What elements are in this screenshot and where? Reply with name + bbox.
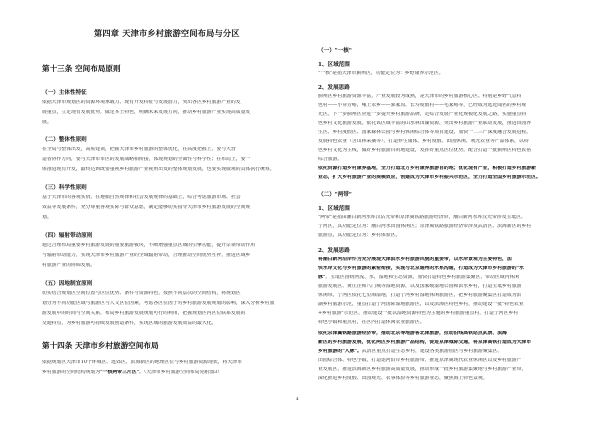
- subsection-heading: 1、区域范围: [318, 206, 350, 212]
- paragraph-line-bold: 将潮白新河沿岸作为充分展现天津滨水乡村旅游风貌的重要带，以水岸景观为主要特色，加: [318, 257, 512, 262]
- paragraph-line: 切实结合规划区空间位置与区位优势、条件与资源特色，按照不同层次的空间结构，将规划区: [42, 291, 241, 296]
- paragraph-line: 蓟州区乡村旅游资源丰富，产业发展较为成熟，是天津市的乡村旅游核心区。特别是乡野气息特: [318, 94, 522, 99]
- paragraph-line: 效益等发展条件，充分尊重客观实际与群众意愿，制定能够切实指导天津市乡村旅游发展的空间规: [42, 205, 251, 210]
- paragraph-line-bold: 新区的乡村旅游发展，优化两区乡村旅游产品结构，促进京津城际交通，将京津高铁打造成为天津市: [318, 340, 532, 345]
- paragraph-line: 特色小镇和重点村，在区内打造休闲农业旅游区。: [318, 320, 425, 325]
- paragraph-line-bold: 依托京津冀铁路旅游经济带，推动北京等地游客北津旅游，拉动沿线高铁站点武清、滨海: [318, 331, 507, 336]
- paragraph-line: 展。: [42, 120, 52, 125]
- paragraph-line: 依据天津市规划区的资源环境承载力、现有开发特征与发展潜力，突出各区乡村旅游产业的发: [42, 100, 241, 105]
- paragraph-line: 造者协作方向，要与天津市市区的发展战略相衔接，体现规划的全面性与科学性；在布局上，要一: [42, 157, 251, 162]
- article-14-title: 第十四条 天津市乡村旅游空间布局: [42, 341, 159, 350]
- paragraph-line: 光区。下一步蓟州区应进一步提升乡村旅游品牌，走综合发展产业化规模化发展之路，实施重点特: [318, 112, 527, 117]
- paragraph-line: 生区、乡村度假区、国家森林公园与乡村休闲综合体等项目建设，加快一二三产深度融合发展进程。: [318, 130, 532, 135]
- subsection-heading: 2、发展思路: [318, 248, 350, 254]
- section-heading: （四）辐射带动原则: [42, 233, 93, 239]
- paragraph-line: 业发展区，推进滨海新区乡村旅游高质量发展，推动形成一批乡村旅游集聚地与乡村旅游产业带，: [318, 367, 527, 372]
- article-13-title: 第十三条 空间布局原则: [42, 64, 121, 73]
- paragraph-text: 。宝坻区围绕河流、水、湿地和生态资源，加快打造特色乡村旅游集聚区，带动区域内休闲: [325, 275, 520, 280]
- page-number: 4: [296, 396, 299, 401]
- section-heading: （二）整体性原则: [42, 137, 87, 143]
- paragraph-line: 深化推进乡村度假、田园观光、农事体验等乡村旅游业态，聚焦海上特色景观。: [318, 376, 488, 381]
- paragraph-line: 在全局与整体出发，高屋建瓴，把握天津市乡村旅游的整体优化，在高度把握上，要与大营: [42, 147, 236, 152]
- paragraph-text-bold: 脉": [318, 275, 326, 280]
- section-heading: （一）"一核": [318, 48, 352, 54]
- subsection-heading: 2、发展思路: [318, 85, 350, 91]
- paragraph-text: 乡村旅游的空间结构规划为: [42, 370, 101, 375]
- paragraph-line: 游发展中的时间与空间关系，布局乡村旅游发展规划可行的利用，把握规划区内区位联系发展的: [42, 311, 246, 316]
- paragraph-line: 宁河区，其功能定位为：潮白河水田园休闲区；京津冀铁路旅游经济带涉及武清区、滨海新区的乡村: [318, 224, 532, 229]
- paragraph-line: 体推进现有开发，最终达到既要重视乡村旅游产业视角出发的整体规划发展，也要实现微观的具体执行统筹。: [42, 167, 275, 172]
- paragraph-line: 划。: [42, 215, 52, 220]
- paragraph-line: 色乡村文化为主线，做好乡村旅游目的地建设，发挥好重点区位优势，配合打造一批蓟州区特色民宿: [318, 148, 532, 153]
- paragraph-line: "两带"是指由潮白新河水库汉沽光带和京津冀铁路旅游经济带，潮白新河水库汉光带涉及宝坻区、: [318, 215, 526, 220]
- subsection-heading: 1、区域范围: [318, 62, 350, 68]
- paragraph-line: 旅游点，其功能定位为：乡村体验区。: [318, 233, 401, 238]
- paragraph-line: [318, 349, 502, 354]
- paragraph-text-bold: 乡村旅游的"人脉"。: [318, 349, 362, 354]
- paragraph-line: 通过合理布局重要乡村旅游发展的重要旅游板块，不断增强重点区域的引擎功能，提升宗领带动作用: [42, 243, 256, 248]
- layout-highlight: "一核两带三片区": [100, 370, 140, 375]
- paragraph-line: +乡村旅游"示范区，推动建设一批以湿地资源特色为主题的乡村旅游重点村，打造宁河区乡村: [318, 311, 519, 316]
- paragraph-line: 划分为不同功能区域与旅游区与人文区位因素，考虑各区位因子对乡村旅游发展规划的影响，深入分析乡村旅: [42, 301, 275, 306]
- paragraph-line-bold: 业态，扩大乡村旅游产业的规模效应，创建成为天津市乡村振兴示范区，全力打造全国乡村旅游示范区。: [318, 175, 541, 180]
- chapter-title: 第四章 天津市乡村旅游空间布局与分区: [94, 28, 240, 38]
- paragraph-line: 色村——小穿芳峪、雍上永乡——郭家沟、长寿度假村——毛家峪等，已经成为远近闻名的乡村观: [318, 103, 527, 108]
- section-heading: （一）主体性特征: [42, 90, 87, 96]
- paragraph-line: 田园综合体、特色小镇，打造运河沿岸乡村旅游带，推进京津冀现代农业休闲区以及乡村旅游产: [318, 358, 522, 363]
- paragraph-line-bold: 依托资源打造乡村康养基地，全力打造北方乡村康养旅游目的地；优化现有产业，积极打造乡村旅游新: [318, 166, 536, 171]
- section-heading: （五）因地制宜原则: [42, 281, 93, 287]
- paragraph-line: 湖乡村旅游示范，重点打造宁河国际湿地旅游区，以及滨海区特色乡村，推动建设一批"特色农业: [318, 302, 524, 307]
- paragraph-line: 色乡村文化旅游发展。依托该区域丰富的山水林田湖资源，突出乡村旅游产业联动发展，推进田园养: [318, 121, 532, 126]
- paragraph-text: 。（天津市乡村旅游空间布局见附图3）: [139, 370, 223, 375]
- paragraph-line: [42, 370, 222, 375]
- paragraph-text: 武清区重点打造生态乡村，建设各类旅游园区与乡村旅游聚集区、: [361, 349, 503, 354]
- section-heading: （三）科学性原则: [42, 185, 87, 191]
- paragraph-line: [318, 275, 519, 280]
- paragraph-line-bold: 快水岸文化与乡村旅游的紧密衔接，实现与北京通州的水系沟通，打造成为天津市乡村旅游的"水: [318, 266, 524, 271]
- paragraph-line: 旅游发展区、黄庄洼和八门城等湿地资源，以及国家级湿地公园和滨水乡村，打造宝坻乡村旅游: [318, 284, 522, 289]
- paragraph-line: 发展特色农业（含山林采摘等），打造养生康体、乡村度假、田园休闲、观光农业等产品体系，以特: [318, 139, 529, 144]
- section-heading: （二）"两带": [318, 192, 352, 198]
- paragraph-line: 与辐射带动能力，实现天津市乡村旅游产业的全域辐射带动，合理推动空间优势互补，推进区域乡: [42, 253, 251, 258]
- paragraph-line: 休闲带。宁河区依托七里海湿地，打造宁河乡村湿地休闲旅游区，把乡村旅游聚集区打造成为滨: [318, 293, 522, 298]
- paragraph-line: 交通特点，为乡村旅游可持续发展创造条件，实现区域的旅游发展效益的最大化。: [42, 321, 217, 326]
- paragraph-line: "一核"是指天津市蓟州区，功能定位为：乡野康养示范区。: [318, 71, 444, 76]
- paragraph-line: 展重点，立足现有发展优势，做足本土特色，明确未来发展方向，推动乡村旅游产业实现高质量发: [42, 110, 251, 115]
- paragraph-line: 依据规划区天津市10个环城区、远郊区、滨海新区的地理区位与乡村旅游资源现状，将天津市: [42, 360, 242, 365]
- paragraph-line: 基于天津市的客观实情，在遵循自然规律和社会发展规律的基础上，综合考虑旅游市场、社会: [42, 195, 241, 200]
- paragraph-line: 村旅游产业的协调发展。: [42, 263, 96, 268]
- paragraph-line: 综合旅游。: [318, 157, 343, 162]
